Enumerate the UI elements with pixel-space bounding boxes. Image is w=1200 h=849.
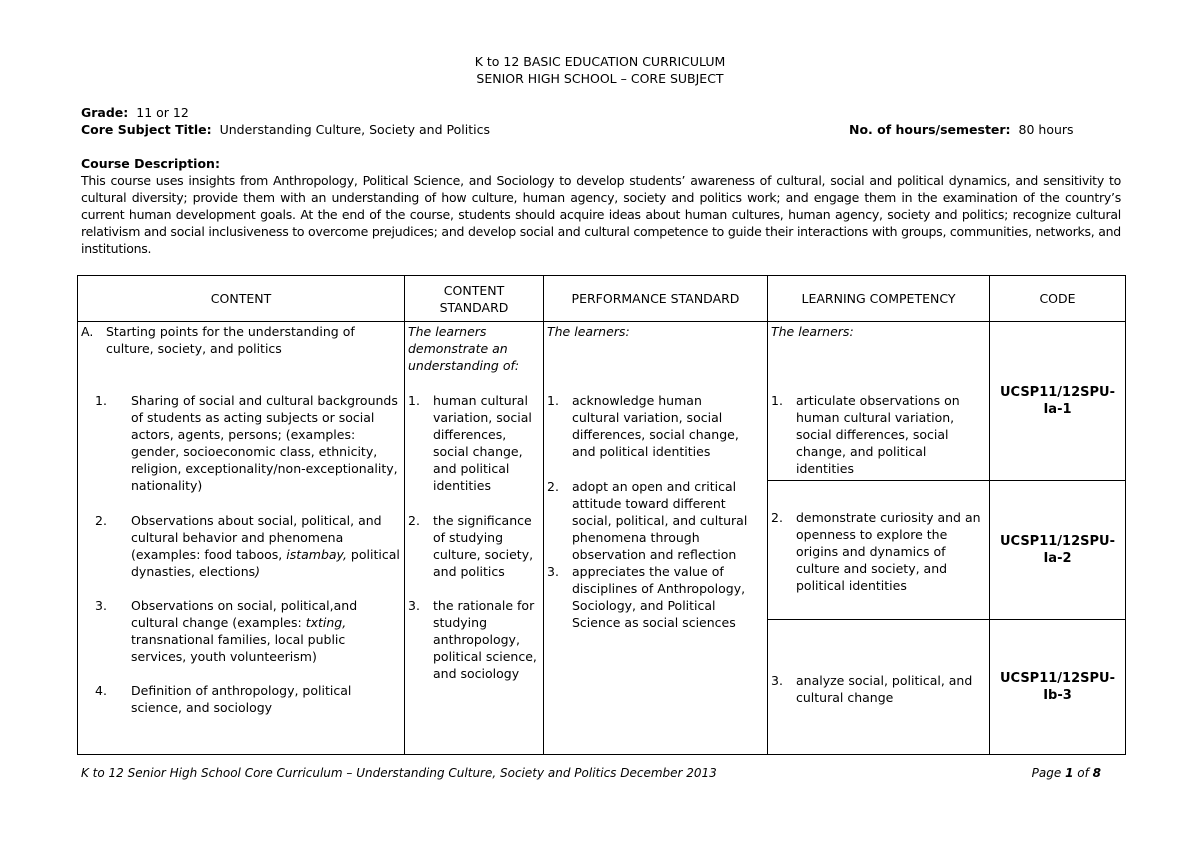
code-1: UCSP11/12SPU-Ia-1 [999, 385, 1115, 417]
content-item-4-num: 4. [95, 683, 107, 698]
grade-value: 11 or 12 [136, 105, 189, 120]
header-line-2: SENIOR HIGH SCHOOL – CORE SUBJECT [476, 71, 724, 86]
header-line-1: K to 12 BASIC EDUCATION CURRICULUM [474, 54, 726, 69]
subject-title-value: Understanding Culture, Society and Politics [219, 122, 490, 137]
content-standard-3-text: the rationale for studying anthropology, political science, and sociology [433, 598, 537, 681]
course-description-text: This course uses insights from Anthropology, Political Science, and Sociology to develop students’ awareness of cultural, social and political dynamics, and sensitivity to cultural diversity; provide them with an understanding of how culture, human agency, society and politics work; and engage them in the examination of the country’s current human development goals. At the end of the course, students should acquire ideas about human cultures, human agency, society and politics; recognize cultural relativism and social inclusiveness to overcome prejudices; and develop social and cultural competence to guide their interactions with groups, communities, networks, and institutions. [81, 173, 1121, 256]
performance-standard-3-num: 3. [547, 564, 559, 579]
subject-title-label: Core Subject Title: [81, 122, 212, 137]
header-learning-competency: LEARNING COMPETENCY [768, 276, 990, 322]
performance-standard-3-text: appreciates the value of disciplines of Anthropology, Sociology, and Political Science as social sciences [572, 564, 746, 630]
learning-competency-intro: The learners: [771, 324, 854, 339]
performance-standard-2-num: 2. [547, 479, 559, 494]
content-item-3-num: 3. [95, 598, 107, 613]
code-2: UCSP11/12SPU-Ia-2 [999, 534, 1115, 566]
code-cell-3 [990, 620, 1126, 755]
content-item-2-num: 2. [95, 513, 107, 528]
content-item-4-text: Definition of anthropology, political science, and sociology [131, 683, 352, 715]
hours-line [849, 121, 1074, 138]
code-3: UCSP11/12SPU-Ib-3 [999, 671, 1115, 703]
content-standard-1-text: human cultural variation, social differences, social change, and political identities [433, 393, 532, 493]
content-cell [78, 322, 405, 755]
code-cell-2 [990, 481, 1126, 620]
performance-standard-intro: The learners: [547, 324, 630, 339]
content-item-1-text: Sharing of social and cultural backgrounds of students as acting subjects or social actors, agents, persons; (examples: gender, socioeconomic class, ethnicity, religion, exceptionality/non-exceptionality, nationality) [131, 393, 398, 493]
content-section-title: Starting points for the understanding of culture, society, and politics [106, 324, 355, 356]
header-code: CODE [990, 276, 1126, 322]
content-item-1-num: 1. [95, 393, 107, 408]
table-header-row [78, 276, 1126, 322]
curriculum-table [77, 275, 1126, 755]
content-standard-1-num: 1. [408, 393, 420, 408]
content-standard-3-num: 3. [408, 598, 420, 613]
learning-competency-cell-1 [768, 322, 990, 481]
content-item-2-text: Observations about social, political, and cultural behavior and phenomena (examples: food taboos, istambay, political dynasties, elections) [131, 513, 400, 579]
content-standard-cell [405, 322, 544, 755]
content-standard-2-num: 2. [408, 513, 420, 528]
learning-competency-3-num: 3. [771, 673, 783, 688]
performance-standard-1-text: acknowledge human cultural variation, social differences, social change, and political identities [572, 393, 739, 459]
learning-competency-1-text: articulate observations on human cultural variation, social differences, social change, and political identities [796, 393, 960, 476]
page-footer [81, 765, 1101, 782]
content-section-letter: A. [81, 324, 94, 339]
grade-label: Grade: [81, 105, 129, 120]
curriculum-table-wrapper [77, 275, 1126, 755]
header-content: CONTENT [78, 276, 405, 322]
hours-value: 80 hours [1018, 122, 1074, 137]
learning-competency-cell-2 [768, 481, 990, 620]
code-cell-1 [990, 322, 1126, 481]
page-number: Page 1 of 8 [1031, 766, 1101, 780]
header-performance-standard: PERFORMANCE STANDARD [544, 276, 768, 322]
content-standard-2-text: the significance of studying culture, society, and politics [433, 513, 534, 579]
content-standard-intro: The learners demonstrate an understanding of: [408, 324, 520, 373]
header-content-standard: CONTENT STANDARD [405, 276, 544, 322]
learning-competency-2-num: 2. [771, 510, 783, 525]
learning-competency-3-text: analyze social, political, and cultural change [796, 673, 973, 705]
performance-standard-cell [544, 322, 768, 755]
performance-standard-1-num: 1. [547, 393, 559, 408]
subject-title-line [81, 121, 490, 138]
learning-competency-2-text: demonstrate curiosity and an openness to explore the origins and dynamics of culture and society, and political identities [796, 510, 981, 593]
footer-text: K to 12 Senior High School Core Curriculum – Understanding Culture, Society and Politics December 2013 [81, 766, 717, 780]
performance-standard-2-text: adopt an open and critical attitude toward different social, political, and cultural phenomena through observation and reflection [572, 479, 748, 562]
grade-line [81, 104, 189, 121]
document-header [0, 53, 1200, 87]
learning-competency-1-num: 1. [771, 393, 783, 408]
content-item-3-text: Observations on social, political,and cultural change (examples: txting, transnational families, local public services, youth volunteerism) [131, 598, 358, 664]
table-row [78, 322, 1126, 481]
learning-competency-cell-3 [768, 620, 990, 755]
hours-label: No. of hours/semester: [849, 122, 1011, 137]
course-description-label: Course Description: [81, 156, 220, 171]
